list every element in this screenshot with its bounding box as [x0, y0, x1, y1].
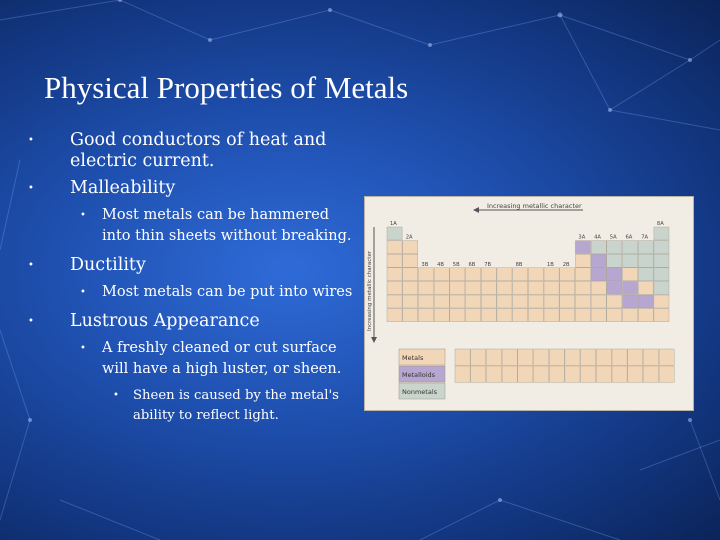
inner-transition-cell [549, 349, 564, 365]
element-cell [560, 295, 575, 308]
inner-transition-cell [581, 349, 596, 365]
group-label: 7B [484, 261, 492, 268]
group-label: 5A [609, 234, 617, 241]
arrow-left-icon [473, 207, 479, 213]
bullet-text: Sheen is caused by the metal's ability to reflect light. [133, 388, 339, 423]
inner-transition-cell [471, 366, 486, 382]
element-cell [450, 281, 465, 294]
sub-bullet-lustrous [28, 338, 358, 380]
element-cell [560, 309, 575, 322]
element-cell [481, 268, 496, 281]
element-cell [575, 241, 590, 254]
group-label: 3B [421, 261, 429, 268]
element-cell [466, 268, 481, 281]
element-cell [638, 309, 653, 322]
element-cell [513, 309, 528, 322]
inner-transition-cell [534, 366, 549, 382]
element-cell [654, 309, 669, 322]
element-cell [513, 281, 528, 294]
element-cell [654, 295, 669, 308]
element-cell [638, 281, 653, 294]
inner-transition-cell [628, 349, 643, 365]
element-cell [638, 295, 653, 308]
element-cell [513, 268, 528, 281]
element-cell [654, 227, 669, 240]
inner-transition-cell [502, 366, 517, 382]
element-cell [607, 241, 622, 254]
slide-title: Physical Properties of Metals [44, 70, 409, 105]
group-label: 6A [625, 234, 633, 241]
element-cell [607, 309, 622, 322]
bullet-text: Lustrous Appearance [70, 311, 260, 331]
bullet-text: A freshly cleaned or cut surface will have a high luster, or sheen. [102, 340, 342, 377]
element-cell [450, 268, 465, 281]
element-cell [528, 281, 543, 294]
element-cell [575, 281, 590, 294]
bullet-text: Good conductors of heat and electric current. [70, 130, 327, 171]
element-cell [497, 281, 512, 294]
legend-label-nonmetals: Nonmetals [402, 388, 438, 396]
bullet-dot-icon: • [28, 260, 34, 271]
inner-transition-cell [596, 349, 611, 365]
element-cell [591, 241, 606, 254]
element-cell [466, 309, 481, 322]
element-cell [403, 268, 418, 281]
inner-transition-cell [486, 366, 501, 382]
bullet-dot-icon: • [80, 287, 86, 298]
inner-transition-cell [518, 349, 533, 365]
element-cell [387, 241, 402, 254]
element-cell [513, 295, 528, 308]
group-label: 8A [656, 221, 664, 227]
element-cell [387, 254, 402, 267]
element-cell [434, 309, 449, 322]
element-cell [403, 241, 418, 254]
bullet-text: Most metals can be put into wires [102, 284, 353, 300]
element-cell [607, 281, 622, 294]
element-cell [387, 268, 402, 281]
element-cell [654, 281, 669, 294]
inner-transition-cell [455, 349, 470, 365]
element-cell [387, 227, 402, 240]
element-cell [434, 268, 449, 281]
inner-transition-cell [581, 366, 596, 382]
arrow-down-icon [371, 337, 377, 343]
side-arrow-label: Increasing metallic character [367, 250, 373, 331]
bullet-lustrous [28, 311, 358, 332]
inner-transition-cell [643, 366, 658, 382]
group-label: 7A [641, 234, 649, 241]
sub-bullet-ductility [28, 282, 358, 303]
arrow-label: Increasing metallic character [487, 202, 582, 210]
element-cell [528, 295, 543, 308]
element-cell [497, 268, 512, 281]
bullet-list [28, 130, 358, 426]
element-cell [623, 268, 638, 281]
periodic-table-image [364, 196, 694, 411]
bullet-text: Ductility [70, 255, 146, 275]
bullet-conductors [28, 130, 358, 172]
element-cell [575, 309, 590, 322]
element-cell [591, 254, 606, 267]
inner-transition-cell [612, 349, 627, 365]
group-label: 4B [437, 261, 444, 268]
element-cell [638, 241, 653, 254]
inner-transition-cell [455, 366, 470, 382]
group-label: 2A [405, 234, 413, 241]
inner-transition-cell [628, 366, 643, 382]
element-cell [575, 268, 590, 281]
bullet-ductility [28, 255, 358, 276]
inner-transition-cell [486, 349, 501, 365]
bullet-dot-icon: • [28, 316, 34, 327]
element-cell [387, 295, 402, 308]
bullet-dot-icon: • [80, 210, 86, 221]
group-label: 5B [452, 261, 460, 268]
group-label: 8B [515, 261, 523, 268]
element-cell [591, 295, 606, 308]
element-cell [591, 309, 606, 322]
element-cell [481, 281, 496, 294]
element-cell [623, 254, 638, 267]
element-cell [466, 281, 481, 294]
group-label: 1B [547, 261, 554, 268]
element-cell [497, 309, 512, 322]
element-cell [403, 254, 418, 267]
element-cell [418, 309, 433, 322]
inner-transition-cell [565, 349, 580, 365]
element-cell [403, 309, 418, 322]
element-cell [560, 268, 575, 281]
element-cell [418, 295, 433, 308]
bullet-dot-icon: • [113, 390, 119, 401]
element-cell [544, 281, 559, 294]
element-cell [654, 268, 669, 281]
inner-transition-cell [502, 349, 517, 365]
element-cell [434, 281, 449, 294]
bullet-dot-icon: • [80, 343, 86, 354]
group-label: 3A [578, 234, 586, 241]
element-cell [544, 268, 559, 281]
inner-transition-cell [659, 366, 674, 382]
element-cell [418, 281, 433, 294]
group-label: 2B [562, 261, 570, 268]
element-cell [607, 295, 622, 308]
element-cell [403, 281, 418, 294]
element-cell [481, 309, 496, 322]
inner-transition-cell [518, 366, 533, 382]
element-cell [434, 295, 449, 308]
inner-transition-cell [643, 349, 658, 365]
inner-transition-cell [565, 366, 580, 382]
legend-label-metals: Metals [402, 354, 424, 362]
group-label: 1A [390, 221, 397, 227]
bullet-dot-icon: • [28, 183, 34, 194]
element-cell [623, 295, 638, 308]
element-cell [654, 254, 669, 267]
element-cell [623, 309, 638, 322]
bullet-dot-icon: • [28, 135, 34, 146]
element-cell [387, 309, 402, 322]
element-cell [544, 309, 559, 322]
element-cell [591, 268, 606, 281]
element-cell [528, 309, 543, 322]
group-label: 6B [468, 261, 476, 268]
bullet-malleability [28, 178, 358, 199]
inner-transition-cell [659, 349, 674, 365]
element-cell [481, 295, 496, 308]
inner-transition-cell [549, 366, 564, 382]
group-label: 4A [594, 234, 601, 241]
bullet-text: Most metals can be hammered into thin sheets without breaking. [102, 207, 352, 244]
bullet-text: Malleability [70, 178, 176, 198]
element-cell [654, 241, 669, 254]
element-cell [638, 254, 653, 267]
element-cell [638, 268, 653, 281]
element-cell [528, 268, 543, 281]
element-cell [623, 241, 638, 254]
periodic-table-graphic [365, 197, 693, 410]
element-cell [575, 295, 590, 308]
inner-transition-cell [596, 366, 611, 382]
element-cell [497, 295, 512, 308]
element-cell [450, 295, 465, 308]
element-cell [623, 281, 638, 294]
sub-bullet-malleability [28, 205, 358, 247]
sub-sub-bullet-sheen [28, 386, 358, 426]
element-cell [591, 281, 606, 294]
element-cell [387, 281, 402, 294]
inner-transition-cell [534, 349, 549, 365]
legend-label-metalloids: Metalloids [402, 371, 436, 379]
element-cell [418, 268, 433, 281]
element-cell [466, 295, 481, 308]
element-cell [607, 268, 622, 281]
element-cell [560, 281, 575, 294]
inner-transition-cell [471, 349, 486, 365]
inner-transition-cell [612, 366, 627, 382]
element-cell [607, 254, 622, 267]
element-cell [575, 254, 590, 267]
element-cell [403, 295, 418, 308]
element-cell [450, 309, 465, 322]
element-cell [544, 295, 559, 308]
